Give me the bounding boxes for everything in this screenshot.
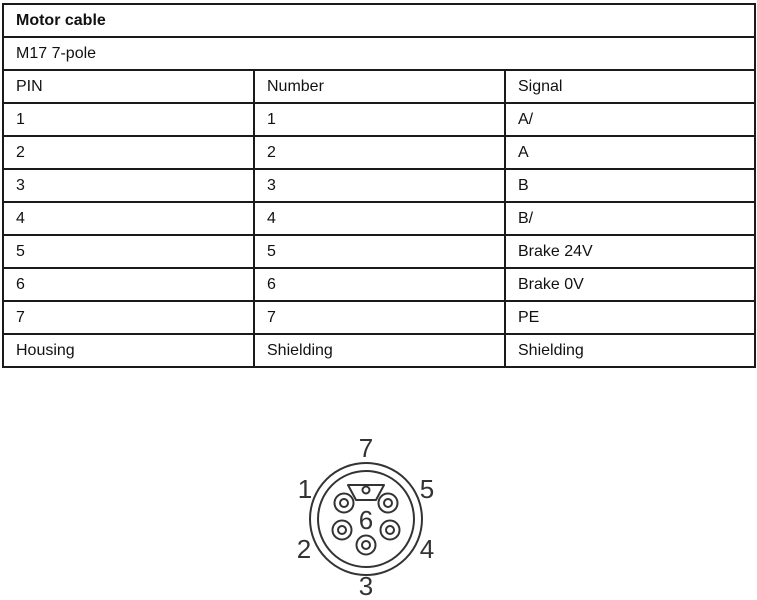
cell-pin: 6: [3, 268, 254, 301]
cell-pin: 1: [3, 103, 254, 136]
cell-signal: A/: [505, 103, 755, 136]
cell-number: 7: [254, 301, 505, 334]
pin-5-contact: [379, 494, 398, 513]
table-row: [3, 301, 755, 334]
table-row: [3, 202, 755, 235]
pin-7-contact: [363, 487, 370, 494]
subtitle-row: [3, 37, 755, 70]
pin-2-contact: [333, 521, 352, 540]
cell-pin: Housing: [3, 334, 254, 367]
cell-signal: Brake 0V: [505, 268, 755, 301]
cell-number: 3: [254, 169, 505, 202]
table-row: [3, 103, 755, 136]
cell-signal: A: [505, 136, 755, 169]
pin-label-4: 4: [419, 534, 435, 564]
header-row: [3, 70, 755, 103]
title-row: [3, 4, 755, 37]
cell-signal: B/: [505, 202, 755, 235]
pin-3-contact: [357, 536, 376, 555]
table-row: [3, 334, 755, 367]
header-number: Number: [254, 70, 505, 103]
pin-label-7: 7: [358, 433, 374, 463]
pin-4-contact: [381, 521, 400, 540]
pin-label-5: 5: [419, 474, 435, 504]
pin-label-1: 1: [297, 474, 313, 504]
table-row: [3, 235, 755, 268]
m17-connector-pinout-diagram: [280, 432, 460, 598]
header-pin: PIN: [3, 70, 254, 103]
pin-label-3: 3: [358, 571, 374, 598]
cell-number: 2: [254, 136, 505, 169]
cell-number: 1: [254, 103, 505, 136]
pin-label-2: 2: [296, 534, 312, 564]
cell-signal: Shielding: [505, 334, 755, 367]
cell-number: 5: [254, 235, 505, 268]
cell-pin: 2: [3, 136, 254, 169]
cell-signal: PE: [505, 301, 755, 334]
cell-number: 4: [254, 202, 505, 235]
cell-number: Shielding: [254, 334, 505, 367]
cell-pin: 7: [3, 301, 254, 334]
cell-signal: Brake 24V: [505, 235, 755, 268]
cell-pin: 4: [3, 202, 254, 235]
cell-pin: 3: [3, 169, 254, 202]
table-row: [3, 169, 755, 202]
pin-label-6: 6: [358, 505, 374, 535]
motor-cable-table: [2, 3, 756, 368]
cell-pin: 5: [3, 235, 254, 268]
cell-number: 6: [254, 268, 505, 301]
pin-1-contact: [335, 494, 354, 513]
table-title: Motor cable: [3, 4, 755, 37]
table-row: [3, 136, 755, 169]
table-subtitle: M17 7-pole: [3, 37, 755, 70]
table-row: [3, 268, 755, 301]
header-signal: Signal: [505, 70, 755, 103]
cell-signal: B: [505, 169, 755, 202]
